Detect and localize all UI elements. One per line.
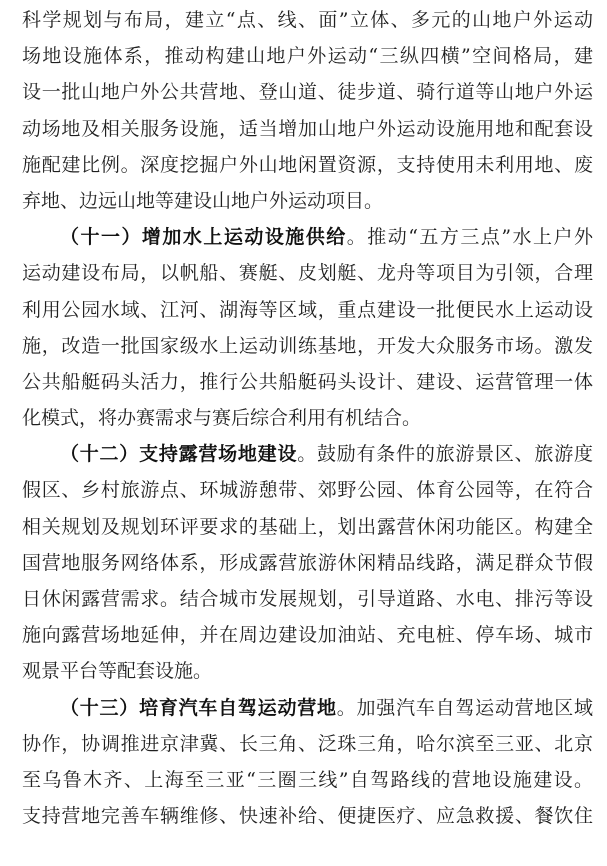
text-line: 观景平台等配套设施。 (22, 660, 213, 683)
section-heading: （十一）增加水上运动设施供给 (60, 226, 347, 249)
text-line: 相关规划及规划环评要求的基础上，划出露营休闲功能区。构建全 (22, 515, 593, 538)
text-line (22, 436, 593, 472)
text-line: 至乌鲁木齐、上海至三亚“三圈三线”自驾路线的营地设施建设。 (22, 768, 593, 791)
heading-rest-text: 。鼓励有条件的旅游景区、旅游度 (297, 443, 593, 466)
text-line: 化模式，将办赛需求与赛后综合利用有机结合。 (22, 407, 422, 430)
text-line: 运动建设布局，以帆船、赛艇、皮划艇、龙舟等项目为引领，合理 (22, 262, 593, 285)
paragraph-water-sports (22, 219, 593, 436)
text-line: 弃地、边远山地等建设山地户外运动项目。 (22, 189, 384, 212)
paragraph-mountain-outdoor (22, 2, 593, 219)
text-line: 动场地及相关服务设施，适当增加山地户外运动设施用地和配套设 (22, 117, 593, 140)
section-heading: （十二）支持露营场地建设 (60, 443, 298, 466)
text-line: 利用公园水域、江河、湖海等区域，重点建设一批便民水上运动设 (22, 298, 593, 321)
section-heading: （十三）培育汽车自驾运动营地 (60, 696, 337, 719)
heading-rest-text: 。推动“五方三点”水上户外 (346, 226, 593, 249)
text-line: 施向露营场地延伸，并在周边建设加油站、充电桩、停车场、城市 (22, 624, 593, 647)
text-line: 施配建比例。深度挖掘户外山地闲置资源，支持使用未利用地、废 (22, 153, 593, 176)
text-line: 科学规划与布局，建立“点、线、面”立体、多元的山地户外运动 (22, 9, 593, 31)
text-line (22, 219, 593, 255)
text-line: 施，改造一批国家级水上运动训练基地，开发大众服务市场。激发 (22, 334, 593, 357)
text-line: 日休闲露营需求。结合城市发展规划，引导道路、水电、排污等设 (22, 588, 593, 610)
text-line: 设一批山地户外公共营地、登山道、徒步道、骑行道等山地户外运 (22, 81, 593, 104)
text-line (22, 690, 593, 726)
text-line: 公共船艇码头活力，推行公共船艇码头设计、建设、运营管理一体 (22, 370, 593, 393)
text-line: 支持营地完善车辆维修、快速补给、便捷医疗、应急救援、餐饮住 (22, 805, 593, 828)
text-line: 场地设施体系，推动构建山地户外运动“三纵四横”空间格局，建 (22, 45, 593, 68)
text-line: 协作，协调推进京津冀、长三角、泛珠三角，哈尔滨至三亚、北京 (22, 732, 593, 755)
text-line: 假区、乡村旅游点、环城游憩带、郊野公园、体育公园等，在符合 (22, 479, 593, 502)
heading-rest-text: 。加强汽车自驾运动营地区域 (336, 696, 593, 719)
text-line: 国营地服务网络体系，形成露营旅游休闲精品线路，满足群众节假 (22, 551, 593, 574)
paragraph-self-drive-camps (22, 690, 593, 835)
paragraph-camping-sites (22, 436, 593, 689)
